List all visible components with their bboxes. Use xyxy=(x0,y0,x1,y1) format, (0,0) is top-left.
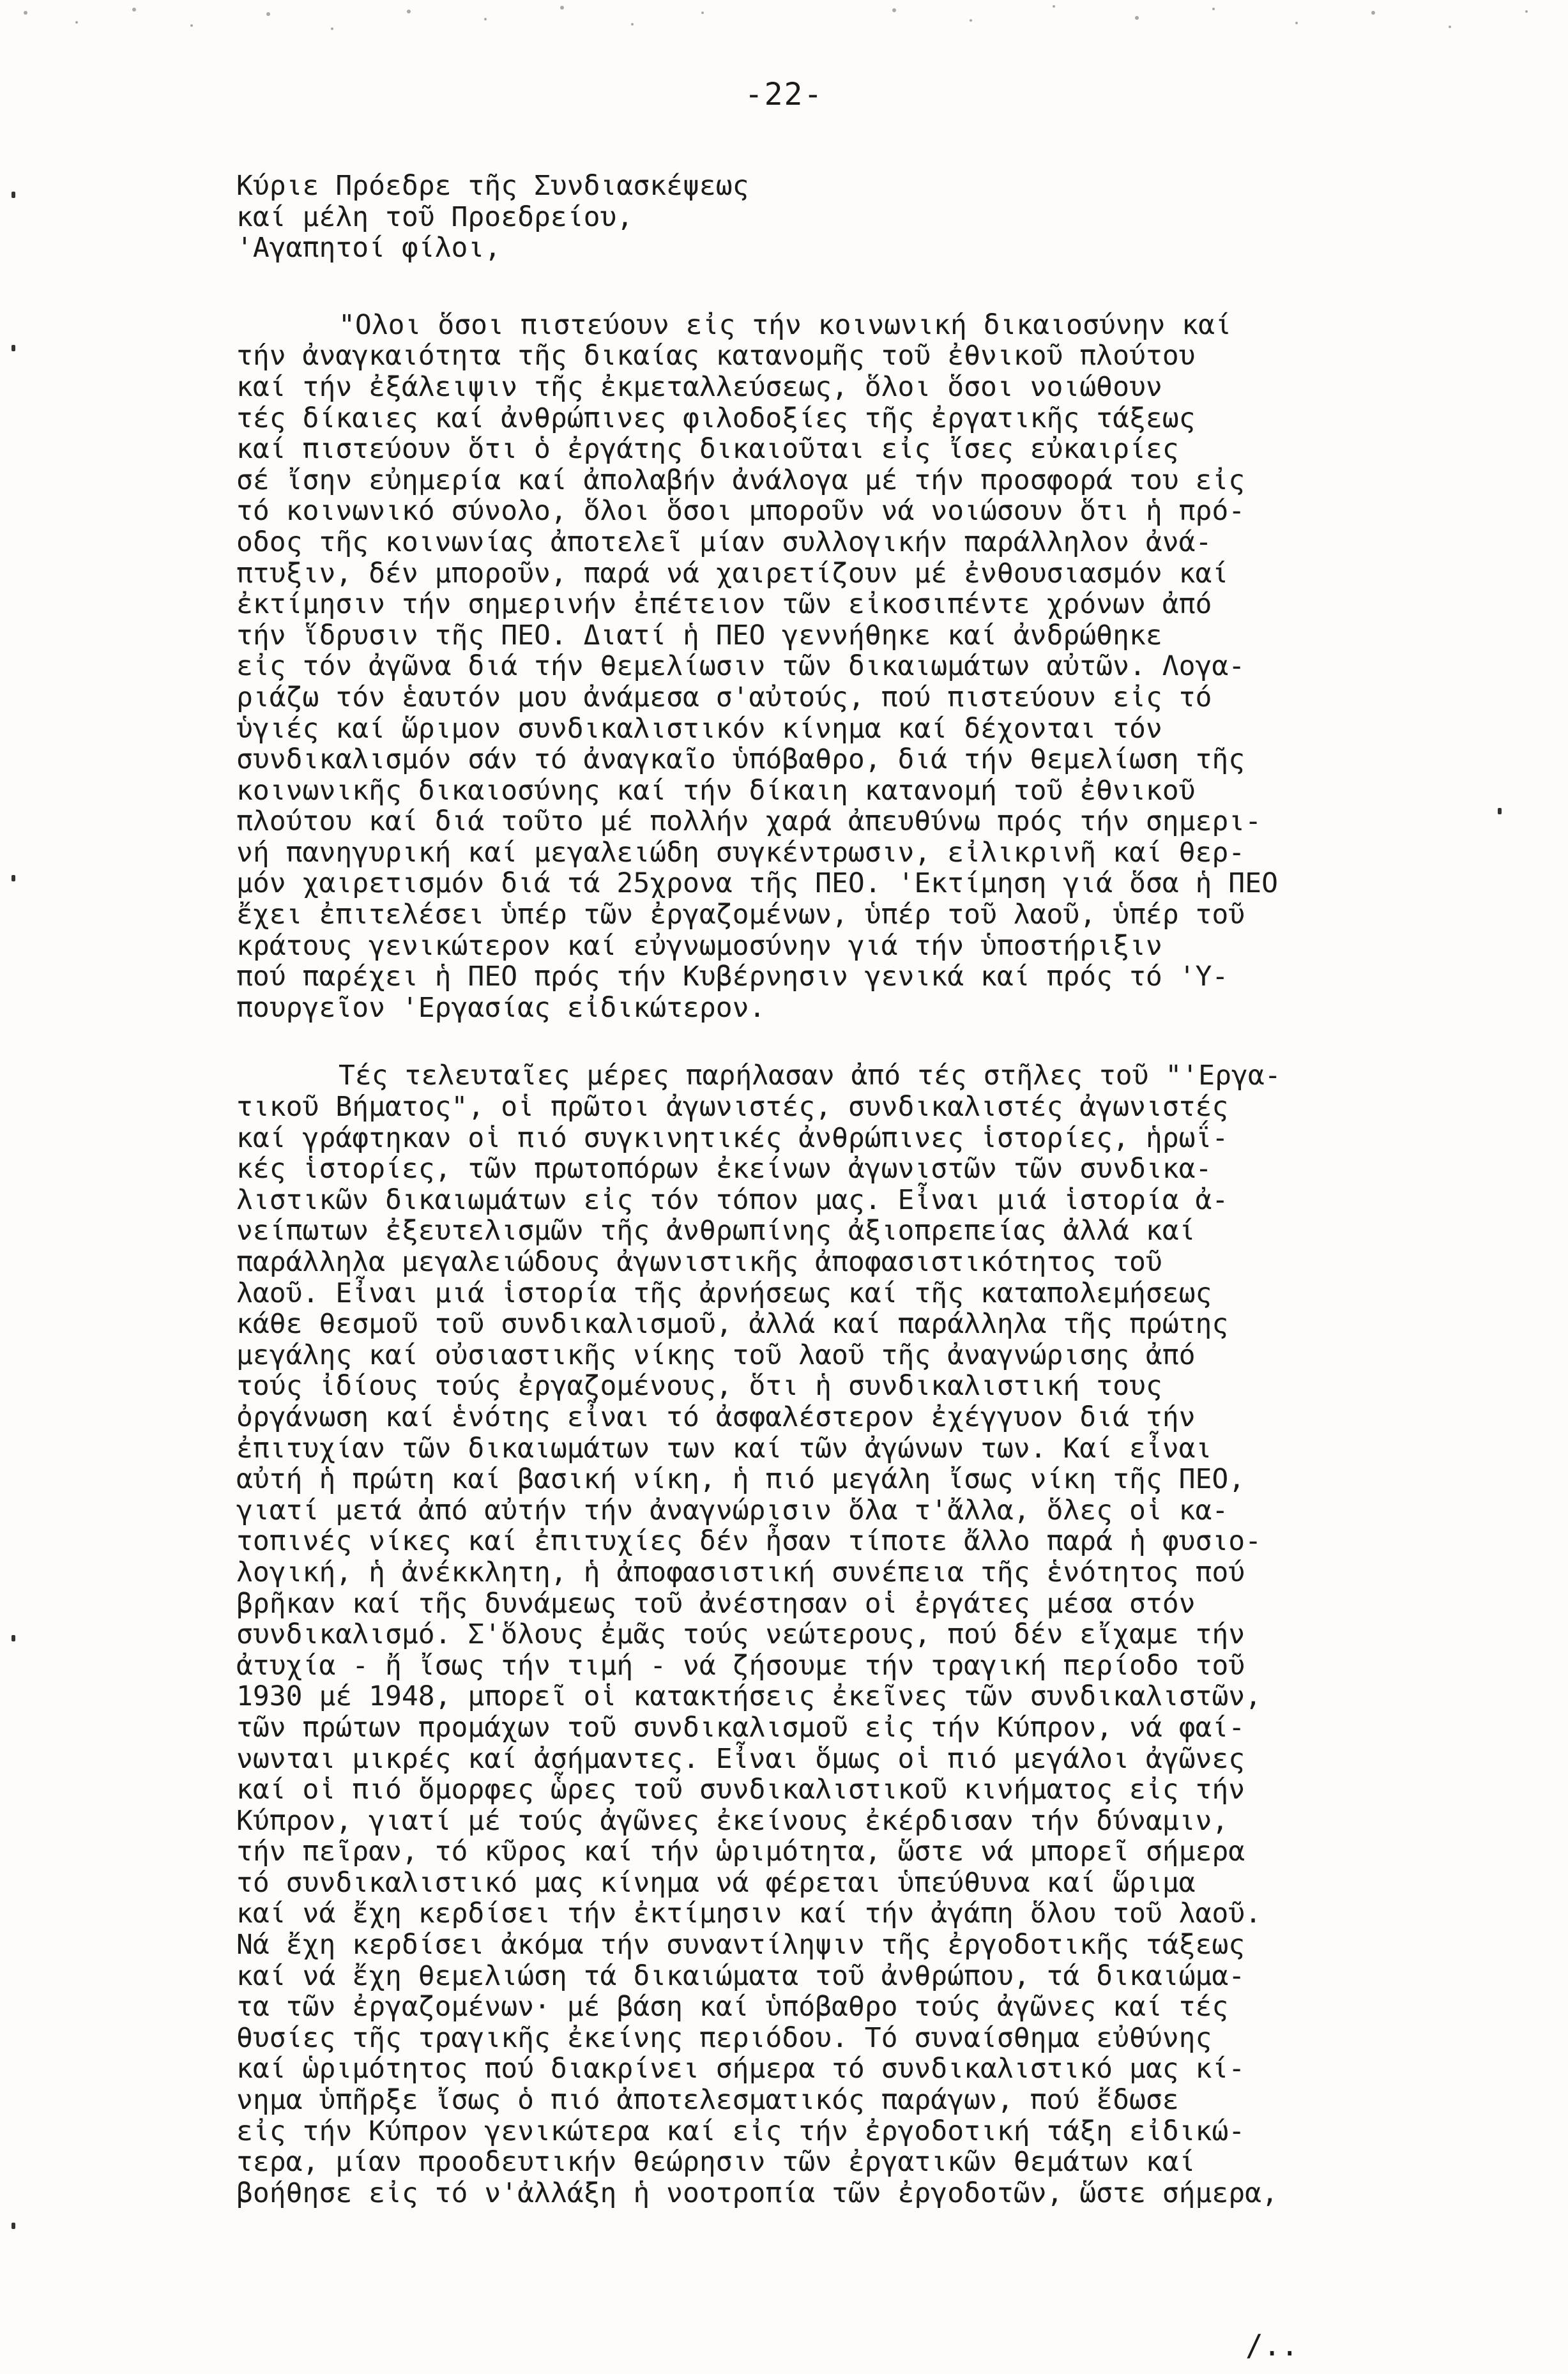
paragraph-line: λαοῦ. Εἶναι μιά ἱστορία τῆς ἀρνήσεως καί τῆς καταπολεμήσεως xyxy=(236,1277,1212,1309)
paragraph-line: λογική, ἡ ἀνέκκλητη, ἡ ἀποφασιστική συνέπεια τῆς ἑνότητος πού xyxy=(236,1556,1245,1588)
paragraph-line: ριάζω τόν ἑαυτόν μου ἀνάμεσα σ'αὐτούς, πού πιστεύουν εἰς τό xyxy=(236,681,1212,713)
paragraph-line: τοπινές νίκες καί ἐπιτυχίες δέν ἦσαν τίποτε ἄλλο παρά ἡ φυσιο- xyxy=(236,1525,1262,1558)
paragraph-line: τό κοινωνικό σύνολο, ὅλοι ὅσοι μποροῦν νά νοιώσουν ὅτι ἡ πρό- xyxy=(236,495,1245,528)
paragraph-line: Νά ἔχη κερδίσει ἀκόμα τήν συναντίληψιν τῆς ἐργοδοτικῆς τάξεως xyxy=(236,1929,1245,1961)
paragraph-line: αὐτή ἡ πρώτη καί βασική νίκη, ἡ πιό μεγάλη ἴσως νίκη τῆς ΠΕΟ, xyxy=(236,1463,1245,1496)
paragraph-line: βρῆκαν καί τῆς δυνάμεως τοῦ ἀνέστησαν οἱ ἐργάτες μέσα στόν xyxy=(236,1587,1196,1620)
paragraph-line: ὑγιές καί ὥριμον συνδικαλιστικόν κίνημα καί δέχονται τόν xyxy=(236,712,1162,745)
margin-mark xyxy=(11,345,15,351)
paragraph-line: συνδικαλισμό. Σ'ὅλους ἐμᾶς τούς νεώτερους, πού δέν εἴχαμε τήν xyxy=(236,1618,1245,1651)
paragraph-line: μόν χαιρετισμόν διά τά 25χρονα τῆς ΠΕΟ. 'Εκτίμηση γιά ὅσα ἡ ΠΕΟ xyxy=(236,867,1278,900)
paragraph-line: καί νά ἔχη θεμελιώση τά δικαιώματα τοῦ ἀνθρώπου, τά δικαιώμα- xyxy=(236,1959,1245,1992)
scan-noise-top xyxy=(0,0,1568,51)
paragraph-2 xyxy=(236,1062,1501,2210)
paragraph-line: ἐκτίμησιν τήν σημερινήν ἐπέτειον τῶν εἰκοσιπέντε χρόνων ἀπό xyxy=(236,588,1212,621)
paragraph-line: πτυξιν, δέν μποροῦν, παρά νά χαιρετίζουν μέ ἐνθουσιασμόν καί xyxy=(236,557,1229,590)
paragraph-line: κές ἱστορίες, τῶν πρωτοπόρων ἐκείνων ἀγωνιστῶν τῶν συνδικα- xyxy=(236,1153,1212,1185)
salutation xyxy=(236,172,1501,266)
paragraph-line: οδος τῆς κοινωνίας ἀποτελεῖ μίαν συλλογικήν παράλληλον ἀνά- xyxy=(236,526,1212,558)
paragraph-1 xyxy=(236,308,1501,1026)
paragraph-line: τό συνδικαλιστικό μας κίνημα νά φέρεται ὑπεύθυνα καί ὥριμα xyxy=(236,1866,1196,1899)
paragraph-line: Τές τελευταῖες μέρες παρήλασαν ἀπό τές στῆλες τοῦ "'Εργα- xyxy=(339,1060,1281,1092)
paragraph-line: σέ ἴσην εὐημερία καί ἀπολαβήν ἀνάλογα μέ τήν προσφορά του εἰς xyxy=(236,464,1245,496)
paragraph-line: ἐπιτυχίαν τῶν δικαιωμάτων των καί τῶν ἀγώνων των. Καί εἶναι xyxy=(236,1432,1212,1465)
salutation-line: καί μέλη τοῦ Προεδρείου, xyxy=(236,201,634,233)
paragraph-line: βοήθησε εἰς τό ν'ἀλλάξη ἡ νοοτροπία τῶν ἐργοδοτῶν, ὥστε σήμερα, xyxy=(236,2177,1278,2209)
paragraph-line: "Ολοι ὅσοι πιστεύουν εἰς τήν κοινωνική δικαιοσύνην καί xyxy=(339,308,1231,341)
letter-body xyxy=(236,172,1501,2210)
paragraph-line: ἀτυχία - ἤ ἴσως τήν τιμή - νά ζήσουμε τήν τραγική περίοδο τοῦ xyxy=(236,1649,1245,1682)
margin-mark xyxy=(11,875,15,881)
paragraph-line: καί πιστεύουν ὅτι ὁ ἐργάτης δικαιοῦται εἰς ἴσες εὐκαιρίες xyxy=(236,433,1179,466)
margin-mark xyxy=(11,2223,15,2229)
paragraph-line: νή πανηγυρική καί μεγαλειώδη συγκέντρωσιν, εἰλικρινῆ καί θερ- xyxy=(236,836,1245,869)
paragraph-line: καί νά ἔχη κερδίσει τήν ἐκτίμησιν καί τήν ἀγάπη ὅλου τοῦ λαοῦ. xyxy=(236,1898,1262,1930)
page-number: -22- xyxy=(744,77,824,112)
paragraph-line: καί οἱ πιό ὅμορφες ὧρες τοῦ συνδικαλιστικοῦ κινήματος εἰς τήν xyxy=(236,1774,1245,1806)
paragraph-line: παράλληλα μεγαλειώδους ἀγωνιστικῆς ἀποφασιστικότητος τοῦ xyxy=(236,1246,1162,1278)
margin-mark xyxy=(11,192,15,198)
paragraph-line: πουργεῖον 'Εργασίας εἰδικώτερον. xyxy=(236,991,766,1024)
paragraph-line: τήν ἵδρυσιν τῆς ΠΕΟ. Διατί ἡ ΠΕΟ γεννήθηκε καί ἀνδρώθηκε xyxy=(236,619,1162,651)
continuation-mark: /.. xyxy=(1245,2328,1299,2363)
paragraph-line: εἰς τήν Κύπρον γενικώτερα καί εἰς τήν ἐργοδοτική τάξη εἰδικώ- xyxy=(236,2115,1245,2147)
paragraph-line: καί γράφτηκαν οἱ πιό συγκινητικές ἀνθρώπινες ἱστορίες, ἡρωΐ- xyxy=(236,1122,1229,1154)
paragraph-line: μεγάλης καί οὐσιαστικῆς νίκης τοῦ λαοῦ τῆς ἀναγνώρισης ἀπό xyxy=(236,1339,1196,1371)
paragraph-line: τούς ἰδίους τούς ἐργαζομένους, ὅτι ἡ συνδικαλιστική τους xyxy=(236,1370,1162,1403)
paragraph-line: θυσίες τῆς τραγικῆς ἐκείνης περιόδου. Τό συναίσθημα εὐθύνης xyxy=(236,2021,1212,2054)
paragraph-line: Κύπρον, γιατί μέ τούς ἀγῶνες ἐκείνους ἐκέρδισαν τήν δύναμιν, xyxy=(236,1804,1229,1837)
salutation-line: Κύριε Πρόεδρε τῆς Συνδιασκέψεως xyxy=(236,170,749,202)
paragraph-line: τα τῶν ἐργαζομένων· μέ βάση καί ὑπόβαθρο τούς ἀγῶνες καί τές xyxy=(236,1991,1229,2023)
paragraph-line: τές δίκαιες καί ἀνθρώπινες φιλοδοξίες τῆς ἐργατικῆς τάξεως xyxy=(236,402,1196,434)
paragraph-line: τήν ἀναγκαιότητα τῆς δικαίας κατανομῆς τοῦ ἐθνικοῦ πλούτου xyxy=(236,340,1196,372)
paragraph-line: συνδικαλισμόν σάν τό ἀναγκαῖο ὑπόβαθρο, διά τήν θεμελίωση τῆς xyxy=(236,743,1245,776)
paragraph-line: τερα, μίαν προοδευτικήν θεώρησιν τῶν ἐργατικῶν θεμάτων καί xyxy=(236,2146,1196,2179)
paragraph-line: κοινωνικῆς δικαιοσύνης καί τήν δίκαιη κατανομή τοῦ ἐθνικοῦ xyxy=(236,774,1196,807)
paragraph-line: νωνται μικρές καί ἀσήμαντες. Εἶναι ὅμως οἱ πιό μεγάλοι ἀγῶνες xyxy=(236,1742,1245,1775)
paragraph-line: ὀργάνωση καί ἑνότης εἶναι τό ἀσφαλέστερον ἐχέγγυον διά τήν xyxy=(236,1401,1196,1433)
paragraph-line: νημα ὑπῆρξε ἴσως ὁ πιό ἀποτελεσματικός παράγων, πού ἔδωσε xyxy=(236,2084,1179,2117)
paragraph-line: νείπωτων ἐξευτελισμῶν τῆς ἀνθρωπίνης ἀξιοπρεπείας ἀλλά καί xyxy=(236,1215,1196,1247)
paragraph-line: καί ὡριμότητος πού διακρίνει σήμερα τό συνδικαλιστικό μας κί- xyxy=(236,2053,1245,2085)
paragraph-line: κράτους γενικώτερον καί εὐγνωμοσύνην γιά τήν ὑποστήριξιν xyxy=(236,929,1162,962)
paragraph-line: τήν πεῖραν, τό κῦρος καί τήν ὡριμότητα, ὥστε νά μπορεῖ σήμερα xyxy=(236,1836,1245,1868)
paragraph-line: πλούτου καί διά τοῦτο μέ πολλήν χαρά ἀπευθύνω πρός τήν σημερι- xyxy=(236,805,1262,838)
margin-mark xyxy=(11,1635,15,1641)
paragraph-line: ἔχει ἐπιτελέσει ὑπέρ τῶν ἐργαζομένων, ὑπέρ τοῦ λαοῦ, ὑπέρ τοῦ xyxy=(236,899,1245,931)
paragraph-line: πού παρέχει ἡ ΠΕΟ πρός τήν Κυβέρνησιν γενικά καί πρός τό 'Υ- xyxy=(236,961,1229,993)
salutation-line: 'Αγαπητοί φίλοι, xyxy=(236,232,501,264)
paragraph-line: τικοῦ Βήματος", οἱ πρῶτοι ἀγωνιστές, συνδικαλιστές ἀγωνιστές xyxy=(236,1091,1229,1123)
paragraph-line: λιστικῶν δικαιωμάτων εἰς τόν τόπον μας. Εἶναι μιά ἱστορία ἀ- xyxy=(236,1183,1229,1216)
paragraph-line: κάθε θεσμοῦ τοῦ συνδικαλισμοῦ, ἀλλά καί παράλληλα τῆς πρώτης xyxy=(236,1308,1229,1341)
paragraph-line: 1930 μέ 1948, μπορεῖ οἱ κατακτήσεις ἐκεῖνες τῶν συνδικαλιστῶν, xyxy=(236,1680,1262,1713)
paragraph-line: καί τήν ἐξάλειψιν τῆς ἐκμεταλλεύσεως, ὅλοι ὅσοι νοιώθουν xyxy=(236,370,1162,403)
paragraph-line: γιατί μετά ἀπό αὐτήν τήν ἀναγνώρισιν ὅλα τ'ἄλλα, ὅλες οἱ κα- xyxy=(236,1494,1229,1526)
paragraph-line: εἰς τόν ἀγῶνα διά τήν θεμελίωσιν τῶν δικαιωμάτων αὐτῶν. Λογα- xyxy=(236,650,1245,683)
paragraph-line: τῶν πρώτων προμάχων τοῦ συνδικαλισμοῦ εἰς τήν Κύπρον, νά φαί- xyxy=(236,1711,1245,1744)
